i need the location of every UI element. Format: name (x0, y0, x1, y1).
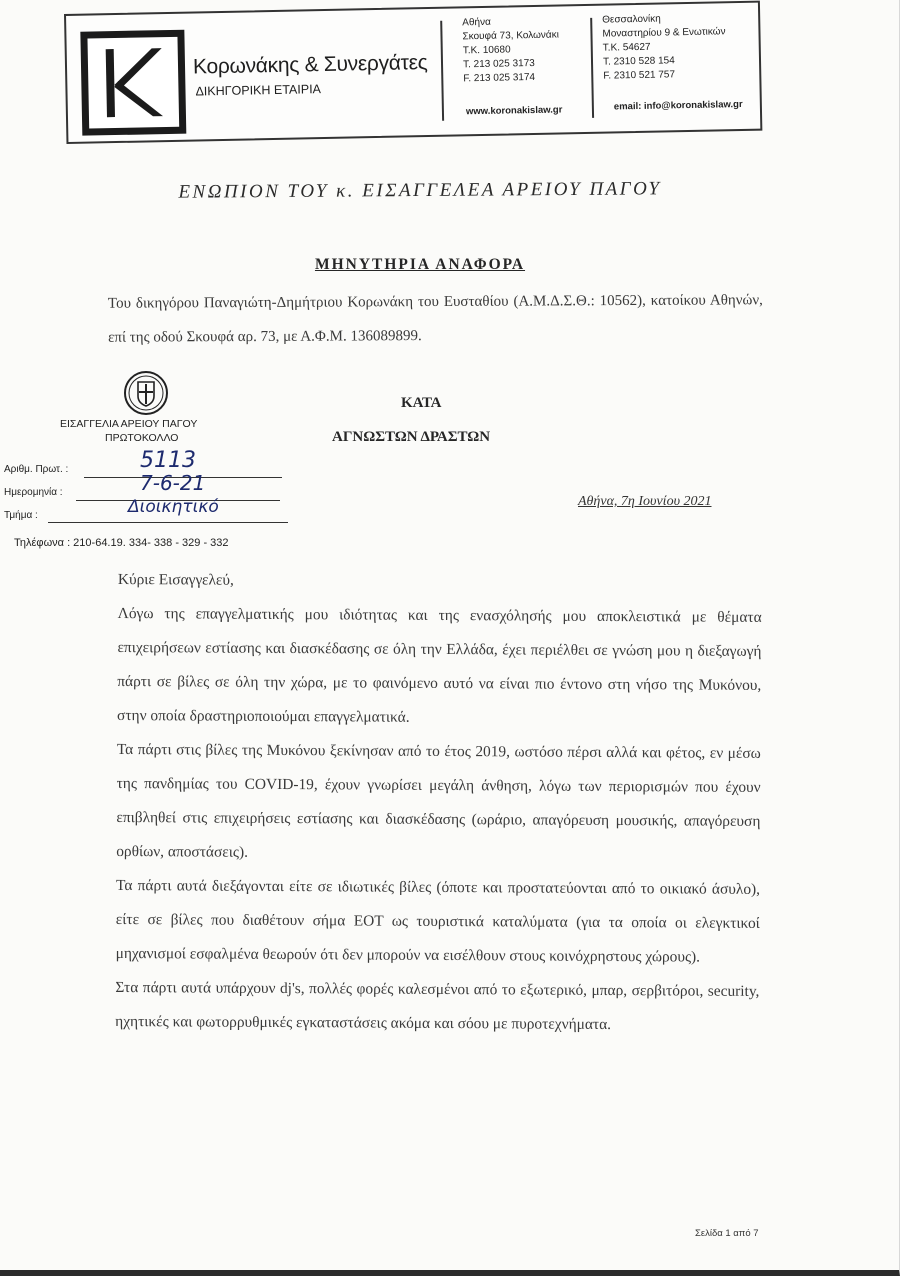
office-phone: T. 2310 528 154 (602, 55, 675, 68)
office-city: Αθήνα (462, 16, 491, 29)
website-link[interactable]: www.koronakislaw.gr (465, 104, 563, 118)
office-city: Θεσσαλονίκη (602, 13, 661, 26)
email-link[interactable]: email: info@koronakislaw.gr (613, 98, 743, 113)
addressee-heading: ΕΝΩΠΙΟΝ ΤΟΥ κ. ΕΙΣΑΓΓΕΛΕΑ ΑΡΕΙΟΥ ΠΑΓΟΥ (178, 178, 662, 203)
paragraph: Λόγω της επαγγελματικής μου ιδιότητας και της ενασχόλησής μου αποκλειστικά με θέματα επιχειρήσεων εστίασης και διασκέδασης σε όλη την Ελλάδα, έχει περιέλθει σε γνώση μου η διεξαγωγή πάρτι σε βίλες σε όλη την χώρα, με το φαινόμενο αυτό να είναι πιο έντονο στη νήσο της Μυκόνου, στην οποία δραστηριοποιούμαι επαγγελματικά. (117, 604, 762, 726)
firm-name: Κορωνάκης & Συνεργάτες (192, 51, 428, 79)
salutation: Κύριε Εισαγγελεύ, (117, 570, 234, 589)
office-postcode: Τ.Κ. 54627 (602, 41, 651, 54)
athens-office (462, 15, 560, 87)
office-postcode: Τ.Κ. 10680 (462, 44, 511, 57)
letterhead-divider (590, 18, 594, 118)
office-fax: F. 2310 521 757 (603, 69, 676, 82)
protocol-number: 5113 (140, 448, 196, 473)
stamp-registry: ΠΡΩΤΟΚΟΛΛΟ (105, 432, 179, 444)
paragraph: Τα πάρτι αυτά διεξάγονται είτε σε ιδιωτικές βίλες (όποτε και προστατεύονται από το οικιακό άσυλο), είτε σε βίλες που διαθέτουν σήμα ΕΟΤ ως τουριστικά καταλύματα (για τα οποία οι ελεγκτικοί μηχανισμοί εσφαλμένα θεωρούν ότι δεν μπορούν να εισέλθουν στους κοινόχρηστους χώρους). (115, 876, 761, 966)
letter-body (115, 563, 762, 1043)
date-label: Ημερομηνία : (4, 487, 63, 498)
office-phone: T. 213 025 3173 (462, 57, 535, 71)
department-value: Διοικητικό (128, 497, 219, 517)
paragraph: Τα πάρτι στις βίλες της Μυκόνου ξεκίνησαν από το έτος 2019, ωστόσο πέρσι αλλά και φέτος, εν μέσω της πανδημίας του COVID-19, έχουν γνωρίσει μεγάλη άνθηση, λόγω των περιορισμών που έχουν επιβληθεί στις επιχειρήσεις εστίασης και διασκέδασης (ωράριο, απαγόρευση μουσικής, απαγόρευση ορθίων, αποστάσεις). (116, 740, 761, 861)
department-label: Τμήμα : (4, 510, 38, 521)
greek-emblem-icon (123, 370, 169, 416)
registry-stamp (0, 370, 310, 560)
letterhead-divider (440, 21, 444, 121)
against-party: ΑΓΝΩΣΤΩΝ ΔΡΑΣΤΩΝ (332, 429, 491, 445)
page-number: Σελίδα 1 από 7 (695, 1228, 759, 1239)
stamp-phones: Τηλέφωνα : 210-64.19. 334- 338 - 329 - 332 (14, 537, 229, 549)
department-line (48, 522, 288, 523)
office-fax: F. 213 025 3174 (463, 71, 536, 85)
stamp-authority: ΕΙΣΑΓΓΕΛΙΑ ΑΡΕΙΟΥ ΠΑΓΟΥ (60, 418, 198, 430)
firm-subtitle: ΔΙΚΗΓΟΡΙΚΗ ΕΤΑΙΡΙΑ (195, 82, 322, 99)
paragraph: Στα πάρτι αυτά υπάρχουν dj's, πολλές φορές καλεσμένοι από το εξωτερικό, μπαρ, σερβιτόροι, security, ηχητικές και φωτορρυθμικές εγκαταστάσεις ακόμα και σόου με πυροτεχνήματα. (115, 978, 760, 1034)
complainant-intro: Του δικηγόρου Παναγιώτη-Δημήτριου Κορωνάκη του Ευσταθίου (Α.Μ.Δ.Σ.Θ.: 10562), κατοίκου Αθηνών, επί της οδού Σκουφά αρ. 73, με Α.Φ.Μ. 136089899. (107, 292, 763, 346)
protocol-date: 7-6-21 (140, 471, 206, 495)
office-address: Σκουφά 73, Κολωνάκι (462, 29, 560, 43)
thessaloniki-office (602, 11, 726, 83)
firm-logo (80, 30, 186, 136)
letterhead (64, 1, 762, 144)
against-label: ΚΑΤΑ (401, 395, 442, 411)
logo-k-icon (98, 42, 170, 123)
office-address: Μοναστηρίου 9 & Ενωτικών (602, 26, 726, 40)
place-date: Αθήνα, 7η Ιουνίου 2021 (578, 494, 712, 509)
protocol-label: Αριθμ. Πρωτ. : (4, 464, 69, 475)
document-title: ΜΗΝΥΤΗΡΙΑ ΑΝΑΦΟΡΑ (314, 256, 526, 273)
